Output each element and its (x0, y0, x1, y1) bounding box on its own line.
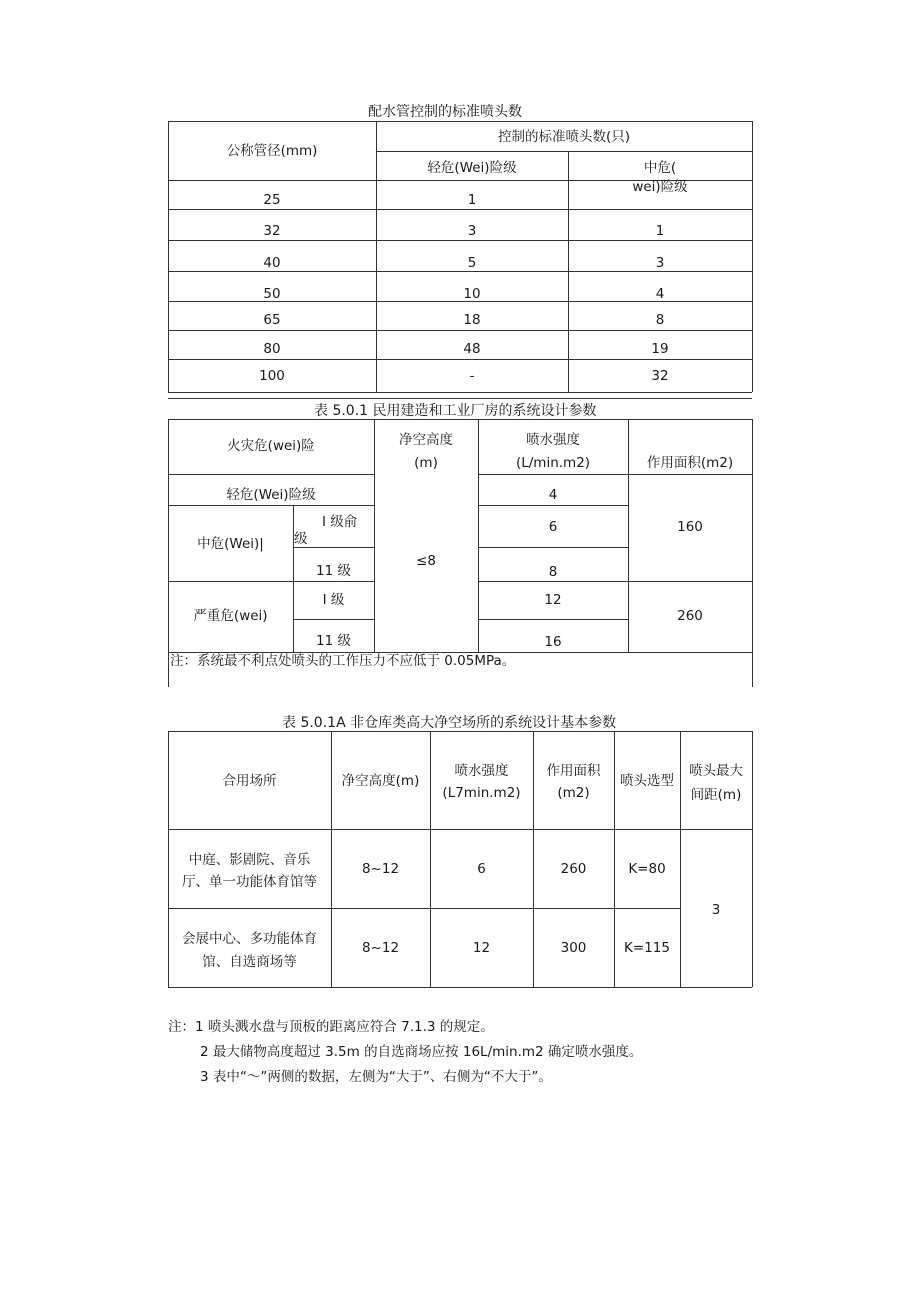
note-1: 注：1 喷头溅水盘与顶板的距离应符合 7.1.3 的规定。 (168, 1019, 494, 1035)
table2-intensity: 6 (548, 519, 558, 535)
table1-cell: 1 (467, 192, 477, 208)
table1-cell: 10 (463, 286, 481, 302)
table3-cell: 8~12 (361, 861, 400, 877)
table1-header-medium-2: wei)险级 (632, 179, 688, 195)
table1-cell: 32 (651, 368, 669, 384)
table1-cell: 19 (651, 341, 669, 357)
table2-medium-l2: 11 级 (316, 563, 351, 579)
table1-cell: - (469, 368, 475, 384)
table2-header-height-1: 净空高度 (399, 432, 453, 448)
table1-cell: 5 (467, 255, 477, 271)
table3-header-intensity-2: (L7min.m2) (442, 785, 521, 801)
table3-header-intensity-1: 喷水强度 (454, 763, 509, 779)
table3-cell: 8~12 (361, 940, 400, 956)
table3-cell: 300 (560, 940, 587, 956)
table1-cell: 25 (263, 192, 281, 208)
table3-cell: 6 (477, 861, 486, 877)
table2-light-label: 轻危(Wei)险级 (226, 487, 316, 503)
table1-header-light: 轻危(Wei)险级 (427, 160, 517, 176)
table2-height-value: ≤8 (416, 553, 436, 569)
table1-cell: 40 (263, 255, 281, 271)
table1-cell: 50 (263, 286, 281, 302)
table1-cell: 8 (655, 312, 665, 328)
table2-medium-l1-1: I 级俞 (322, 514, 358, 530)
table2-intensity: 8 (548, 564, 558, 580)
table1-cell: 1 (655, 223, 665, 239)
table1-header-diameter: 公称管径(mm) (226, 143, 318, 159)
table3-header-area-2: (m2) (557, 785, 590, 801)
table2-medium-l1-2: 级 (294, 531, 308, 547)
table2-intensity: 4 (548, 487, 558, 503)
table1-cell: 32 (263, 223, 281, 239)
table3-cell: K=115 (624, 940, 670, 956)
table1-cell: 4 (655, 286, 665, 302)
table1-cell: 3 (467, 223, 477, 239)
table3-venue: 中庭、影剧院、音乐 (188, 852, 311, 868)
table3-header-spacing-2: 间距(m) (690, 787, 742, 803)
table2-header-hazard: 火灾危(wei)险 (227, 438, 315, 454)
table3-spacing: 3 (711, 902, 721, 918)
table1-header-medium-1: 中危( (643, 160, 677, 176)
table-separator (168, 398, 752, 399)
table3-header-height: 净空高度(m) (341, 773, 420, 789)
table2-area-medium: 160 (677, 519, 703, 535)
table3-header-venue: 合用场所 (222, 773, 277, 789)
table2-title: 表 5.0.1 民用建造和工业厂房的系统设计参数 (314, 403, 597, 419)
table2-header-height-2: (m) (414, 455, 438, 471)
table2-intensity: 16 (544, 634, 562, 650)
table1-cell: 18 (463, 312, 481, 328)
table1-cell: 3 (655, 255, 665, 271)
note-3: 3 表中“～”两侧的数据，左侧为“大于”、右侧为“不大于”。 (200, 1069, 552, 1085)
table2-severe-l2: 11 级 (316, 633, 351, 649)
table2-intensity: 12 (544, 592, 562, 608)
table1-cell: 100 (259, 368, 285, 384)
table3-cell: K=80 (628, 861, 666, 877)
table2-header-intensity-1: 喷水强度 (526, 432, 580, 448)
table3-header-nozzle: 喷头选型 (620, 773, 674, 789)
note-2: 2 最大储物高度超过 3.5m 的自选商场应按 16L/min.m2 确定喷水强度。 (200, 1044, 643, 1060)
table1-title: 配水管控制的标准喷头数 (368, 104, 522, 120)
table2-header-area: 作用面积(m2) (646, 455, 734, 471)
table3-title: 表 5.0.1A 非仓库类高大净空场所的系统设计基本参数 (282, 715, 617, 731)
table1-cell: 65 (263, 312, 281, 328)
table3-cell: 12 (472, 940, 491, 956)
table3-venue: 厅、单一功能体育馆等 (182, 874, 317, 890)
table2-note: 注：系统最不利点处喷头的工作压力不应低于 0.05MPa。 (170, 653, 516, 669)
table3-venue: 会展中心、多功能体育 (182, 931, 317, 947)
table3-header-area-1: 作用面积 (546, 763, 601, 779)
table3-venue: 馆、自选商场等 (202, 954, 297, 970)
table3-header-spacing-1: 喷头最大 (689, 763, 743, 779)
table2-severe-label: 严重危(wei) (193, 608, 268, 624)
table2-severe-l1: I 级 (322, 592, 345, 608)
table1-cell: 80 (263, 341, 281, 357)
table1-header-group: 控制的标准喷头数(只) (497, 129, 631, 145)
table2-medium-label: 中危(Wei)| (197, 536, 264, 552)
table2-area-severe: 260 (677, 608, 703, 624)
table3-cell: 260 (560, 861, 587, 877)
table2-header-intensity-2: (L/min.m2) (515, 455, 591, 471)
table1-cell: 48 (463, 341, 481, 357)
